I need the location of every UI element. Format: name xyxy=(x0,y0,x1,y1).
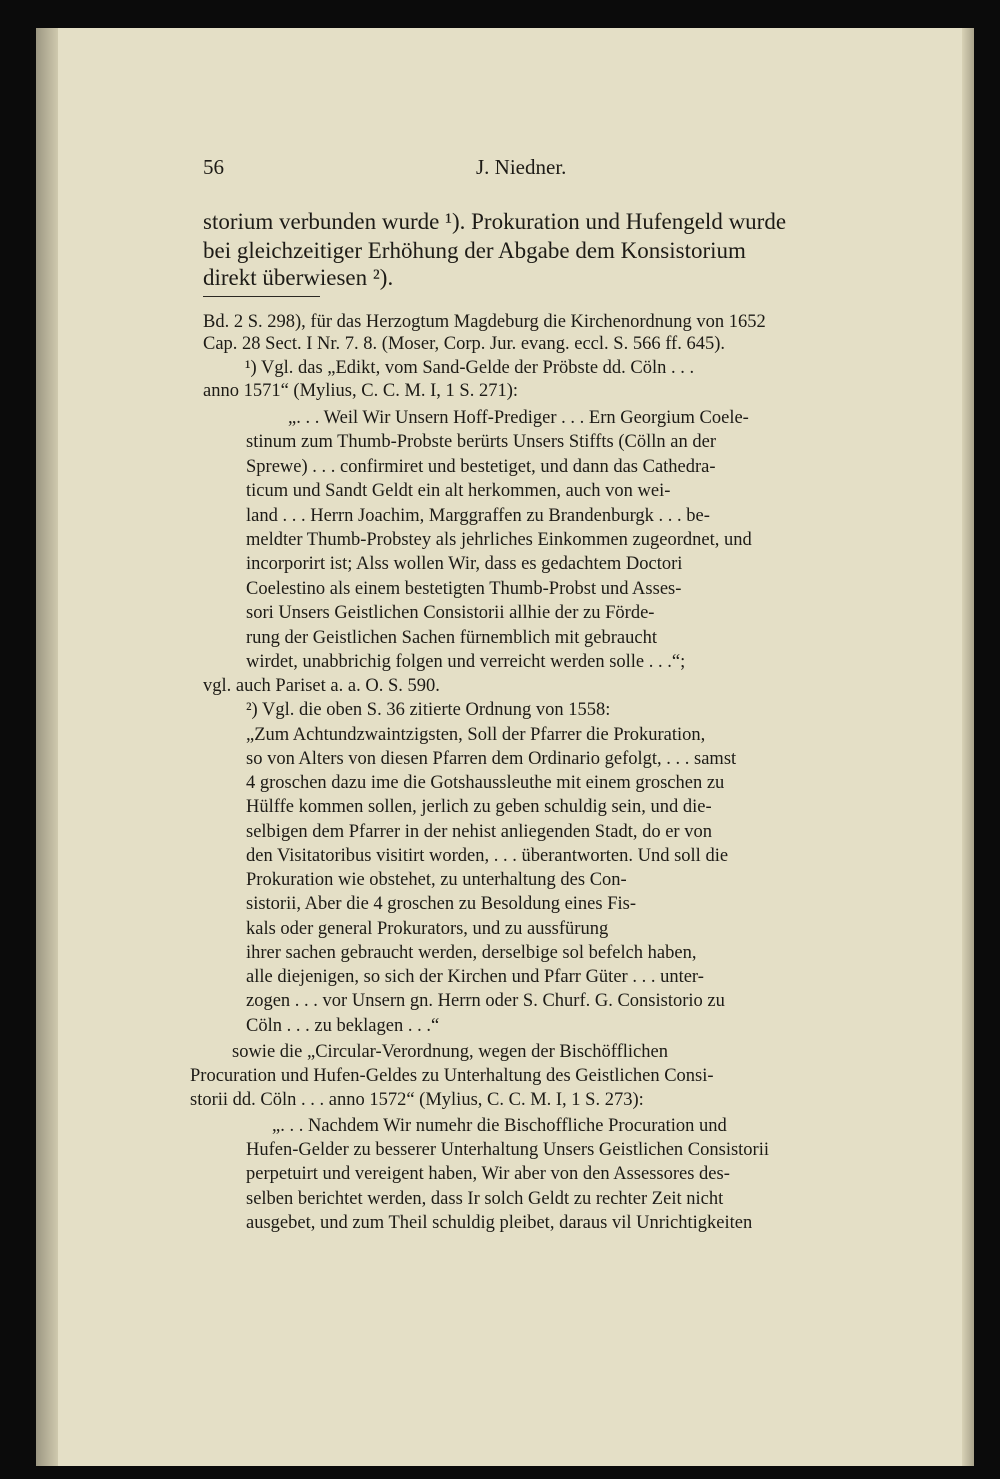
footnote-line: den Visitatoribus visitirt worden, . . . überantworten. Und soll die xyxy=(246,846,729,866)
footnote-line: Procuration und Hufen-Geldes zu Unterhaltung des Geistlichen Consi- xyxy=(190,1066,714,1086)
footnote-line: vgl. auch Pariset a. a. O. S. 590. xyxy=(203,676,440,696)
footnote-line: alle diejenigen, so sich der Kirchen und Pfarr Güter . . . unter- xyxy=(246,967,704,987)
footnote-line: ticum und Sandt Geldt ein alt herkommen, auch von wei- xyxy=(246,481,671,501)
footnote-line: ausgebet, und zum Theil schuldig pleibet, daraus vil Unrichtigkeiten xyxy=(246,1213,753,1233)
footnote-line: Cöln . . . zu beklagen . . .“ xyxy=(246,1016,440,1036)
footnote-line: Hülffe kommen sollen, jerlich zu geben schuldig sein, und die- xyxy=(246,797,712,817)
body-line: storium verbunden wurde ¹). Prokuration und Hufengeld wurde xyxy=(203,209,787,234)
footnote-line: so von Alters von diesen Pfarren dem Ordinario gefolgt, . . . samst xyxy=(246,749,737,769)
body-line: bei gleichzeitiger Erhöhung der Abgabe dem Konsistorium xyxy=(203,238,746,263)
footnote-line: sistorii, Aber die 4 groschen zu Besoldung eines Fis- xyxy=(246,894,636,914)
footnote-line: 4 groschen dazu ime die Gotshaussleuthe mit einem groschen zu xyxy=(246,773,725,793)
footnote-line: perpetuirt und vereigent haben, Wir aber von den Assessores des- xyxy=(246,1164,730,1184)
footnote-line: storii dd. Cöln . . . anno 1572“ (Mylius, C. C. M. I, 1 S. 273): xyxy=(190,1090,644,1110)
footnote-line: sori Unsers Geistlichen Consistorii allhie der zu Förde- xyxy=(246,603,655,623)
footnote-line: wirdet, unabbrichig folgen und verreicht werden solle . . .“; xyxy=(246,652,686,672)
footnote-line: selbigen dem Pfarrer in der nehist anliegenden Stadt, do er von xyxy=(246,822,712,842)
footnote-line: „Zum Achtundzwaintzigsten, Soll der Pfarrer die Prokuration, xyxy=(246,725,706,745)
footnote-line: Sprewe) . . . confirmiret und bestetiget, und dann das Cathedra- xyxy=(246,457,716,477)
footnote-line: ihrer sachen gebraucht werden, derselbige sol befelch haben, xyxy=(246,943,697,963)
footnote-line: rung der Geistlichen Sachen fürnemblich mit gebraucht xyxy=(246,628,657,648)
footnote-line: land . . . Herrn Joachim, Marggraffen zu Brandenburgk . . . be- xyxy=(246,506,710,526)
footnote-line: Bd. 2 S. 298), für das Herzogtum Magdeburg die Kirchenordnung von 1652 xyxy=(203,312,766,332)
footnote-line: „. . . Nachdem Wir numehr die Bischoffliche Procuration und xyxy=(272,1116,727,1136)
page-edge xyxy=(962,28,974,1466)
footnote-line: selben berichtet werden, dass Ir solch Geldt zu rechter Zeit nicht xyxy=(246,1189,724,1209)
footnote-line: anno 1571“ (Mylius, C. C. M. I, 1 S. 271): xyxy=(203,381,519,401)
footnote-line: incorporirt ist; Alss wollen Wir, dass es gedachtem Doctori xyxy=(246,554,683,574)
footnote-line: ¹) Vgl. das „Edikt, vom Sand-Gelde der Pröbste dd. Cöln . . . xyxy=(245,358,695,378)
body-line: direkt überwiesen ²). xyxy=(203,265,394,290)
footnote-line: Hufen-Gelder zu besserer Unterhaltung Unsers Geistlichen Consistorii xyxy=(246,1140,769,1160)
page-number: 56 xyxy=(203,155,224,179)
footnote-line: stinum zum Thumb-Probste berürts Unsers Stiffts (Cölln an der xyxy=(246,432,716,452)
footnote-rule xyxy=(203,296,320,297)
footnote-line: ²) Vgl. die oben S. 36 zitierte Ordnung von 1558: xyxy=(246,700,611,720)
footnote-line: Prokuration wie obstehet, zu unterhaltung des Con- xyxy=(246,870,627,890)
running-head-author: J. Niedner. xyxy=(476,155,567,179)
footnote-line: Cap. 28 Sect. I Nr. 7. 8. (Moser, Corp. Jur. evang. eccl. S. 566 ff. 645). xyxy=(203,334,725,354)
footnote-line: Coelestino als einem bestetigten Thumb-Probst und Asses- xyxy=(246,579,682,599)
footnote-line: zogen . . . vor Unsern gn. Herrn oder S. Churf. G. Consistorio zu xyxy=(246,991,725,1011)
page-gutter-shadow xyxy=(36,28,58,1466)
footnote-line: kals oder general Prokurators, und zu aussfürung xyxy=(246,919,609,939)
footnote-line: sowie die „Circular-Verordnung, wegen der Bischöfflichen xyxy=(232,1042,668,1062)
footnote-line: „. . . Weil Wir Unsern Hoff-Prediger . . . Ern Georgium Coele- xyxy=(288,408,749,428)
footnote-line: meldter Thumb-Probstey als jehrliches Einkommen zugeordnet, und xyxy=(246,530,752,550)
